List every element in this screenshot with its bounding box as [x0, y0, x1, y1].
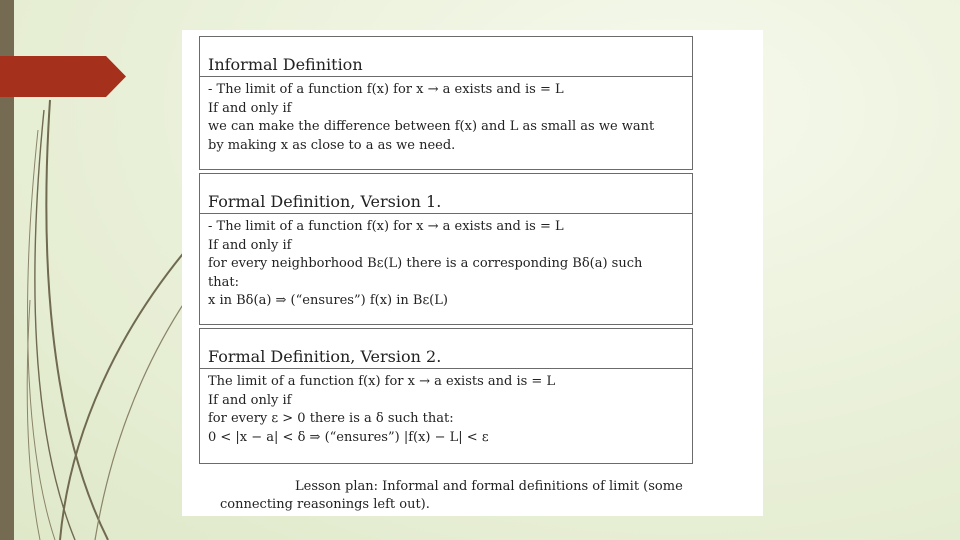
caption-line: Lesson plan: Informal and formal definitions of limit (some — [295, 479, 683, 494]
definition-line: x in Bδ(a) ⇒ (“ensures”) f(x) in Bε(L) — [208, 293, 448, 308]
section-title: Informal Definition — [200, 37, 692, 77]
informal-definition-box — [199, 36, 693, 170]
definition-line: If and only if — [208, 237, 292, 253]
image-caption — [220, 478, 740, 514]
definition-line: If and only if — [208, 392, 292, 408]
definition-line: for every ε > 0 there is a δ such that: — [208, 411, 454, 426]
definition-line: - The limit of a function f(x) for x → a exists and is = L — [208, 82, 564, 97]
definition-line: The limit of a function f(x) for x → a exists and is = L — [208, 374, 556, 389]
formal-definition-v2-box — [199, 328, 693, 464]
caption-line: connecting reasonings left out). — [220, 497, 430, 512]
definition-line: - The limit of a function f(x) for x → a exists and is = L — [208, 219, 564, 234]
definition-line: for every neighborhood Bε(L) there is a corresponding Bδ(a) such — [208, 256, 643, 271]
definition-line: 0 < |x − a| < δ ⇒ (“ensures”) |f(x) − L| < ε — [208, 429, 489, 445]
definition-line: that: — [208, 274, 239, 290]
section-title: Formal Definition, Version 2. — [200, 329, 692, 369]
definition-line: we can make the difference between f(x) and L as small as we want — [208, 119, 655, 134]
definition-line: If and only if — [208, 100, 292, 116]
section-title: Formal Definition, Version 1. — [200, 174, 692, 214]
lesson-plan-image — [182, 30, 763, 516]
formal-definition-v1-box — [199, 173, 693, 325]
definition-line: by making x as close to a as we need. — [208, 137, 456, 153]
red-arrow-tab — [0, 56, 126, 97]
